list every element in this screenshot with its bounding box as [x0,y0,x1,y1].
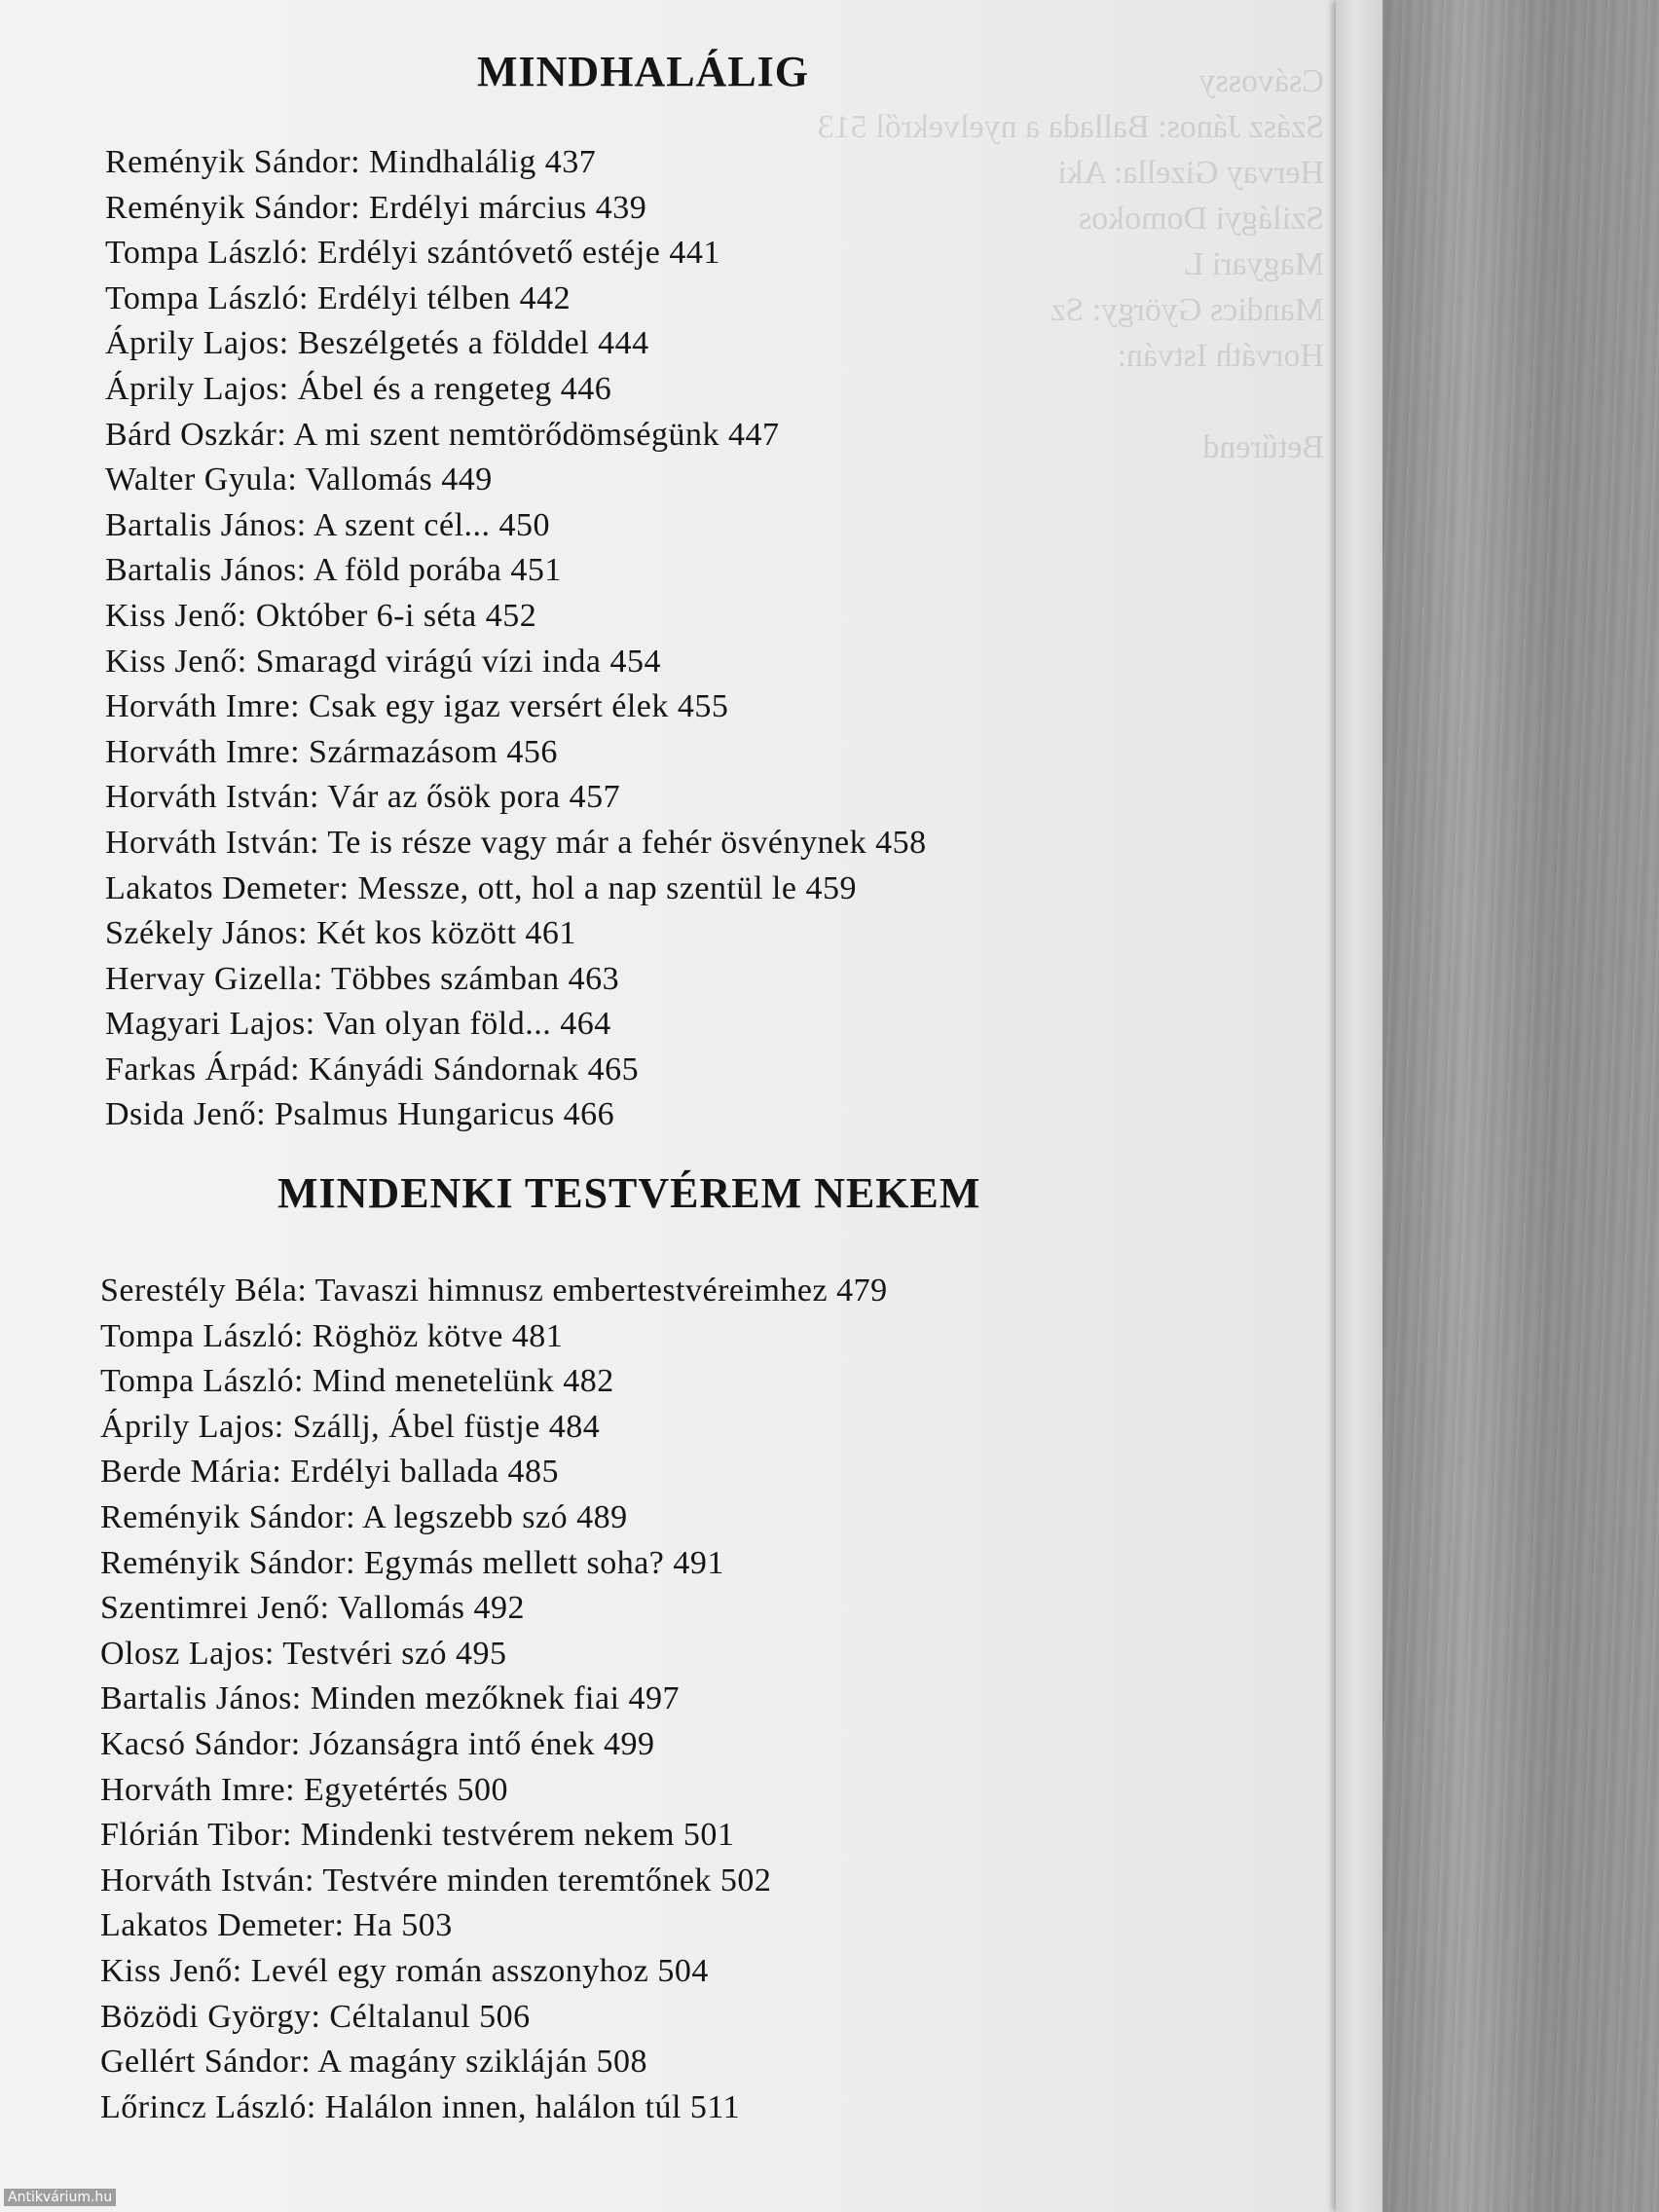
section-title-mindenki-testverem-nekem: MINDENKI TESTVÉREM NEKEM [277,1169,981,1217]
toc-entry: Hervay Gizella: Többes számban 463 [105,960,620,997]
book-cover-edge [1336,0,1382,2212]
toc-entry: Dsida Jenő: Psalmus Hungaricus 466 [105,1096,615,1133]
toc-entry: Kiss Jenő: Smaragd virágú vízi inda 454 [105,643,661,680]
bleed-through-line: Hervay Gizella: Aki [1057,155,1324,191]
toc-entry: Áprily Lajos: Beszélgetés a földdel 444 [105,325,649,362]
toc-entry: Reményik Sándor: Erdélyi március 439 [105,189,647,226]
toc-entry: Walter Gyula: Vallomás 449 [105,461,493,498]
toc-entry: Áprily Lajos: Szállj, Ábel füstje 484 [100,1408,601,1445]
toc-entry: Olosz Lajos: Testvéri szó 495 [100,1635,507,1672]
toc-entry: Lakatos Demeter: Ha 503 [100,1907,453,1944]
toc-entry: Farkas Árpád: Kányádi Sándornak 465 [105,1051,640,1088]
toc-entry: Horváth István: Testvére minden teremtőnek 502 [100,1862,772,1899]
toc-entry: Reményik Sándor: Mindhalálig 437 [105,144,597,180]
toc-entry: Reményik Sándor: Egymás mellett soha? 491 [100,1544,724,1581]
toc-entry: Bartalis János: A szent cél... 450 [105,506,551,543]
bleed-through-line: Szász János: Ballada a nyelvekről 513 [817,109,1324,145]
bleed-through-text [817,58,1324,470]
toc-list-mindhalalig [105,140,927,1138]
toc-entry: Horváth Imre: Csak egy igaz versért élek 455 [105,688,729,725]
toc-entry: Tompa László: Erdélyi szántóvető estéje 441 [105,235,720,272]
toc-entry: Bartalis János: A föld porába 451 [105,552,562,589]
toc-entry: Gellért Sándor: A magány szikláján 508 [100,2044,647,2081]
toc-entry: Horváth István: Vár az ősök pora 457 [105,779,621,816]
bleed-through-line [876,379,1324,424]
toc-entry: Lakatos Demeter: Messze, ott, hol a nap szentül le 459 [105,869,857,906]
toc-entry: Kiss Jenő: Október 6-i séta 452 [105,597,537,634]
bleed-through-line: Mandics György: Sz [1051,292,1324,328]
toc-entry: Bartalis János: Minden mezőknek fiai 497 [100,1680,681,1717]
toc-entry: Székely János: Két kos között 461 [105,915,576,952]
bleed-through-line: Horváth István: [1117,338,1324,374]
toc-entry: Horváth István: Te is része vagy már a fehér ösvénynek 458 [105,824,927,861]
toc-entry: Lőrincz László: Halálon innen, halálon túl 511 [100,2088,741,2125]
bleed-through-line: Szilágyi Domokos [1078,201,1324,237]
bleed-through-line: Betűrend [1202,429,1324,465]
toc-entry: Tompa László: Röghöz kötve 481 [100,1317,564,1354]
toc-list-mindenki-testverem-nekem [100,1269,888,2130]
toc-entry: Bözödi György: Céltalanul 506 [100,1998,531,2035]
wooden-surface [1382,0,1659,2212]
toc-entry: Berde Mária: Erdélyi ballada 485 [100,1454,560,1491]
toc-entry: Tompa László: Erdélyi télben 442 [105,279,571,316]
toc-entry: Áprily Lajos: Ábel és a rengeteg 446 [105,370,612,407]
site-watermark: Antikvárium.hu [4,2189,116,2206]
toc-entry: Kiss Jenő: Levél egy román asszonyhoz 504 [100,1952,709,1989]
toc-entry: Flórián Tibor: Mindenki testvérem nekem 501 [100,1817,735,1854]
bleed-through-line: Magyari L [1183,246,1324,282]
toc-entry: Horváth Imre: Származásom 456 [105,733,558,770]
section-title-mindhalalig: MINDHALÁLIG [477,48,810,95]
bleed-through-line: Csávossy [1198,63,1324,99]
toc-entry: Horváth Imre: Egyetértés 500 [100,1771,509,1808]
toc-entry: Serestély Béla: Tavaszi himnusz embertestvéreimhez 479 [100,1272,888,1309]
toc-entry: Szentimrei Jenő: Vallomás 492 [100,1590,525,1627]
toc-entry: Magyari Lajos: Van olyan föld... 464 [105,1006,611,1043]
toc-entry: Kacsó Sándor: Józanságra intő ének 499 [100,1725,655,1762]
toc-entry: Tompa László: Mind menetelünk 482 [100,1363,614,1400]
toc-entry: Bárd Oszkár: A mi szent nemtörődömségünk 447 [105,416,780,453]
toc-entry: Reményik Sándor: A legszebb szó 489 [100,1498,628,1535]
